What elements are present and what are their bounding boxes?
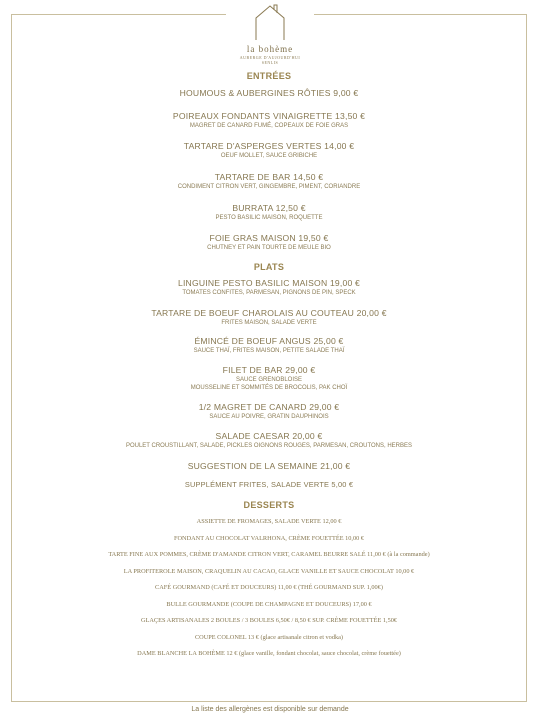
item-description: FRITES MAISON, SALADE VERTE xyxy=(221,320,317,326)
item-description: OEUF MOLLET, SAUCE GRIBICHE xyxy=(220,153,318,159)
item-description: CONDIMENT CITRON VERT, GINGEMBRE, PIMENT, CORIANDRE xyxy=(177,184,361,190)
item-name-price: TARTARE DE BAR 14,50 € xyxy=(214,172,324,182)
item-name-price: LINGUINE PESTO BASILIC MAISON 19,00 € xyxy=(177,278,361,288)
menu-item xyxy=(11,141,527,160)
menu-item xyxy=(11,431,527,450)
menu-item xyxy=(11,479,527,490)
section-plats xyxy=(11,262,527,490)
house-icon xyxy=(250,2,290,42)
item-name-price: SALADE CAESAR 20,00 € xyxy=(215,431,323,441)
item-description: MAGRET DE CANARD FUMÉ, COPEAUX DE FOIE GRAS xyxy=(189,123,349,129)
item-description: SAUCE AU POIVRE, GRATIN DAUPHINOIS xyxy=(209,414,329,420)
dessert-item: FONDANT AU CHOCOLAT VALRHONA, CRÈME FOUETTÉE 10,00 € xyxy=(173,534,365,542)
item-name-price: BURRATA 12,50 € xyxy=(232,203,306,213)
item-description: PESTO BASILIC MAISON, ROQUETTE xyxy=(215,215,323,221)
item-name-price: 1/2 MAGRET DE CANARD 29,00 € xyxy=(198,402,340,412)
section-title-entrees: ENTRÉES xyxy=(246,71,292,81)
dessert-item: BULLE GOURMANDE (COUPE DE CHAMPAGNE ET DOUCEURS) 17,00 € xyxy=(166,600,372,608)
item-description: SAUCE THAÏ, FRITES MAISON, PETITE SALADE THAÏ xyxy=(193,348,345,354)
menu-item xyxy=(11,308,527,327)
item-name-price: TARTARE D'ASPERGES VERTES 14,00 € xyxy=(183,141,355,151)
item-name-price: FOIE GRAS MAISON 19,50 € xyxy=(209,233,329,243)
logo-name: la bohème xyxy=(246,44,294,54)
item-description: MOUSSELINE ET SOMMITÉS DE BROCOLIS, PAK CHOÏ xyxy=(190,385,348,391)
logo-subtitle xyxy=(226,55,314,65)
item-name-price: FILET DE BAR 29,00 € xyxy=(222,365,316,375)
dessert-item: COUPE COLONEL 13 € (glace artisanale citron et vodka) xyxy=(194,633,344,641)
item-name-price: POIREAUX FONDANTS VINAIGRETTE 13,50 € xyxy=(172,111,366,121)
section-title-plats: PLATS xyxy=(253,262,285,272)
menu-item xyxy=(11,88,527,99)
menu-item xyxy=(11,365,527,392)
logo-subtitle-line: SENLIS xyxy=(261,60,279,65)
dessert-item: ASSIETTE DE FROMAGES, SALADE VERTE 12,00 € xyxy=(196,518,342,525)
menu-item xyxy=(11,203,527,222)
logo-subtitle-line: AUBERGE D'AUJOURD'HUI xyxy=(239,55,301,60)
dessert-item: LA PROFITEROLE MAISON, CRAQUELIN AU CACAO, GLACE VANILLE ET SAUCE CHOCOLAT 10,00 € xyxy=(123,567,415,575)
item-name-price: ÉMINCÉ DE BOEUF ANGUS 25,00 € xyxy=(194,336,344,346)
dessert-item: DAME BLANCHE LA BOHÈME 12 € (glace vanille, fondant chocolat, sauce chocolat, crème fouettée) xyxy=(137,650,401,657)
menu-item xyxy=(11,336,527,355)
menu-item xyxy=(11,402,527,421)
logo xyxy=(226,0,314,68)
section-desserts xyxy=(11,500,527,658)
dessert-item: CAFÉ GOURMAND (CAFÉ ET DOUCEURS) 11,00 € (THÉ GOURMAND SUP. 1,00€) xyxy=(155,584,383,591)
allergen-note: La liste des allergènes est disponible sur demande xyxy=(191,706,349,713)
item-description: TOMATES CONFITES, PARMESAN, PIGNONS DE PIN, SPECK xyxy=(182,290,356,296)
item-name-price: HOUMOUS & AUBERGINES RÔTIES 9,00 € xyxy=(179,88,359,98)
item-description: SAUCE GRENOBLOISE xyxy=(235,377,303,383)
dessert-item: GLAÇES ARTISANALES 2 BOULES / 3 BOULES 6,50€ / 8,50 € SUP. CRÈME FOUETTÉE 1,50€ xyxy=(140,617,398,624)
dessert-item: TARTE FINE AUX POMMES, CRÈME D'AMANDE CITRON VERT, CARAMEL BEURRE SALÉ 11,00 € (à la commande) xyxy=(108,551,430,558)
item-name-price: SUGGESTION DE LA SEMAINE 21,00 € xyxy=(187,461,351,471)
item-description: CHUTNEY ET PAIN TOURTE DE MEULE BIO xyxy=(207,245,331,251)
section-entrees xyxy=(11,71,527,252)
menu-item xyxy=(11,111,527,130)
menu-content xyxy=(11,68,527,658)
menu-item xyxy=(11,278,527,297)
menu-item xyxy=(11,233,527,252)
menu-item xyxy=(11,461,527,472)
menu-item xyxy=(11,172,527,191)
item-name-price: TARTARE DE BOEUF CHAROLAIS AU COUTEAU 20,00 € xyxy=(151,308,387,318)
item-description: POULET CROUSTILLANT, SALADE, PICKLES OIGNONS ROUGES, PARMESAN, CROUTONS, HERBES xyxy=(125,443,413,449)
item-name-price: SUPPLÉMENT FRITES, SALADE VERTE 5,00 € xyxy=(184,480,354,489)
section-title-desserts: DESSERTS xyxy=(243,500,295,510)
